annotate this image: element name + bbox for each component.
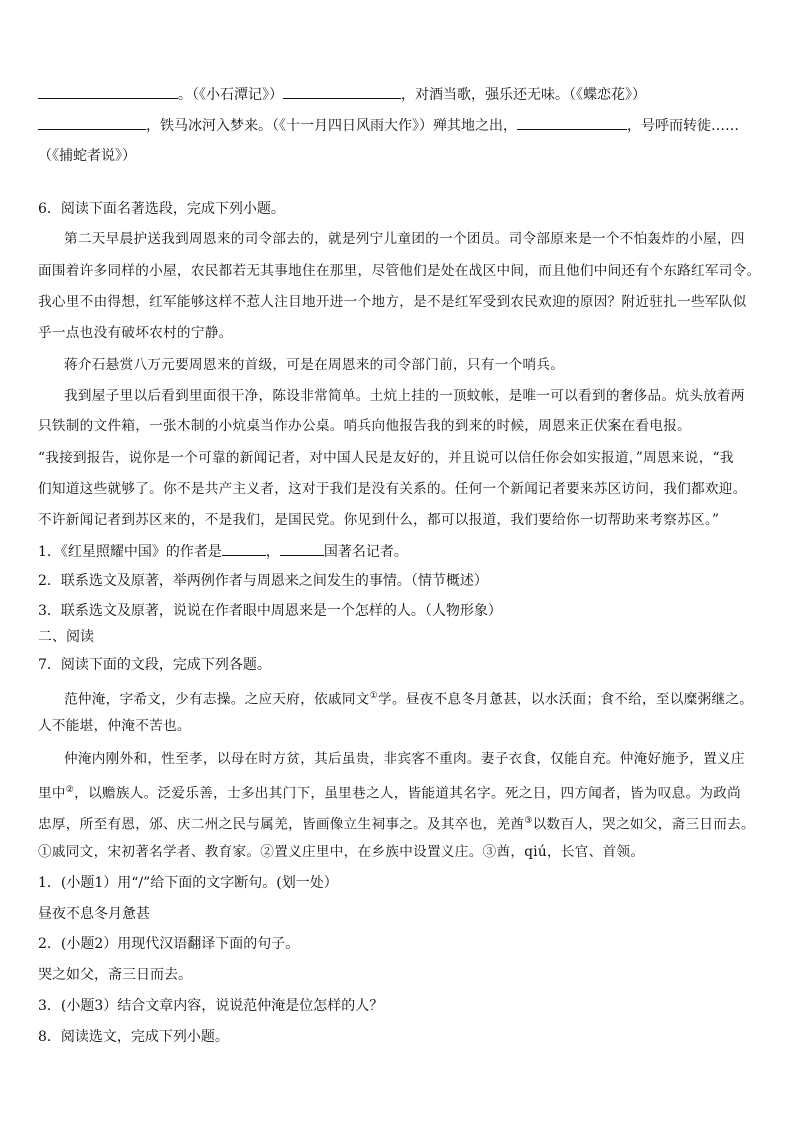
q7-sub2: 2．(小题2）用现代汉语翻译下面的句子。 (38, 936, 300, 952)
footnote-marker: ② (65, 785, 75, 795)
q6-passage-line: 我到屋子里以后看到里面很干净，陈设非常简单。土炕上挂的一顶蚊帐，是唯一可以看到的奢侈品。炕头放着两 (64, 388, 745, 404)
footnote-marker: ① (369, 691, 379, 701)
q7-passage-line (64, 686, 753, 710)
q7-passage-text: 学。昼夜不息冬月惫甚，以水沃面；食不给，至以糜粥继之。 (378, 691, 754, 708)
q6-title: 6．阅读下面名著选段，完成下列小题。 (38, 201, 285, 217)
section-heading: 二、阅读 (38, 629, 94, 645)
q6-passage-line: “我接到报告，说你是一个可靠的新闻记者，对中国人民是友好的，并且说可以信任你会如实报道，”周恩来说，“我 (38, 450, 734, 466)
q7-passage-line (38, 780, 741, 804)
fill-in-line-2 (38, 115, 739, 136)
answer-blank[interactable] (517, 115, 627, 130)
answer-blank[interactable] (222, 541, 266, 556)
answer-blank[interactable] (280, 541, 324, 556)
answer-blank[interactable] (38, 84, 178, 99)
q6-passage-line: 只铁制的文件箱，一张木制的小炕桌当作办公桌。哨兵向他报告我的到来的时候，周恩来正伏案在看电报。 (38, 418, 692, 434)
q7-sub1-text: 昼夜不息冬月惫甚 (38, 906, 150, 922)
q6-sub3: 3．联系选文及原著，说说在作者眼中周恩来是一个怎样的人。（人物形象） (38, 603, 502, 619)
line-text: 。（《小石潭记》） (178, 87, 283, 103)
fill-in-line-1 (38, 84, 646, 105)
q7-sub2-text: 哭之如父，斋三日而去。 (38, 967, 192, 983)
q7-passage-text: 里中 (38, 785, 66, 802)
q6-passage-line: 乎一点也没有破坏农村的宁静。 (38, 325, 233, 341)
line-text: ，号呼而转徙…… (627, 118, 739, 134)
q6-sub1 (38, 541, 408, 562)
q8-title: 8．阅读选文，完成下列小题。 (38, 1029, 229, 1045)
q7-passage-text: 以数百人，哭之如父，斋三日而去。 (532, 816, 755, 833)
fill-in-line-3: （《捕蛇者说》） (38, 148, 136, 164)
line-text: ，对酒当歌，强乐还无味。（《蝶恋花》） (401, 87, 646, 103)
q6-passage-line: 面围着许多同样的小屋，农民都若无其事地住在那里，尽管他们是处在战区中间，而且他们中间还有个东路红军司令。 (38, 263, 761, 279)
q7-title: 7．阅读下面的文段，完成下列各题。 (38, 657, 271, 673)
q7-passage-text: 范仲淹，字希文，少有志操。之应天府，依戚同文 (64, 691, 370, 708)
q6-passage-line: 我心里不由得想，红军能够这样不惹人注目地开进一个地方，是不是红军受到农民欢迎的原因？附近驻扎一些军队似 (38, 294, 747, 310)
answer-blank[interactable] (283, 84, 401, 99)
q7-sub3: 3．(小题3）结合文章内容，说说范仲淹是位怎样的人？ (38, 998, 384, 1014)
q7-passage-line: 仲淹内刚外和，性至孝，以母在时方贫，其后虽贵，非宾客不重肉。妻子衣食，仅能自充。仲淹好施予，置义庄 (64, 751, 745, 767)
answer-blank[interactable] (38, 115, 146, 130)
line-text: ，铁马冰河入梦来。（《十一月四日风雨大作》）殚其地之出， (146, 118, 517, 134)
q7-passage-line: 人不能堪，仲淹不苦也。 (38, 718, 191, 734)
q6-passage-line: 第二天早晨护送我到周恩来的司令部去的，就是列宁儿童团的一个团员。司令部原来是一个不怕轰炸的小屋，四 (64, 231, 745, 247)
q7-sub1: 1．(小题1）用“/”给下面的文字断句。(划一处） (38, 875, 338, 891)
q6-passage-line: 蒋介石悬赏八万元要周恩来的首级，可是在周恩来的司令部门前，只有一个哨兵。 (64, 357, 565, 373)
q6-passage-line: 不许新闻记者到苏区来的，不是我们，是国民党。你见到什么，都可以报道，我们要给你一切帮助来考察苏区。” (38, 512, 720, 528)
q6-sub2: 2．联系选文及原著，举两例作者与周恩来之间发生的事情。（情节概述） (38, 573, 488, 589)
q6-sub1-text: 1．《红星照耀中国》的作者是 (38, 544, 222, 560)
q6-sub1-text: ， (265, 544, 280, 560)
q7-passage-text: 忠厚，所至有恩，邠、庆二州之民与属羌，皆画像立生祠事之。及其卒也，羌酋 (38, 816, 525, 833)
q7-footnotes: ①戚同文，宋初著名学者、教育家。②置义庄里中，在乡族中设置义庄。③酋，qiú，长官、首领。 (38, 844, 645, 860)
footnote-marker: ③ (524, 816, 533, 826)
q6-passage-line: 们知道这些就够了。你不是共产主义者，这对于我们是没有关系的。任何一个新闻记者要来苏区访问，我们都欢迎。 (38, 481, 747, 497)
q7-passage-text: ，以赡族人。泛爱乐善，士多出其门下，虽里巷之人，皆能道其名字。死之日，四方闻者，皆为叹息。为政尚 (74, 785, 742, 802)
q6-sub1-text: 国著名记者。 (323, 544, 408, 560)
q7-passage-line (38, 811, 755, 835)
